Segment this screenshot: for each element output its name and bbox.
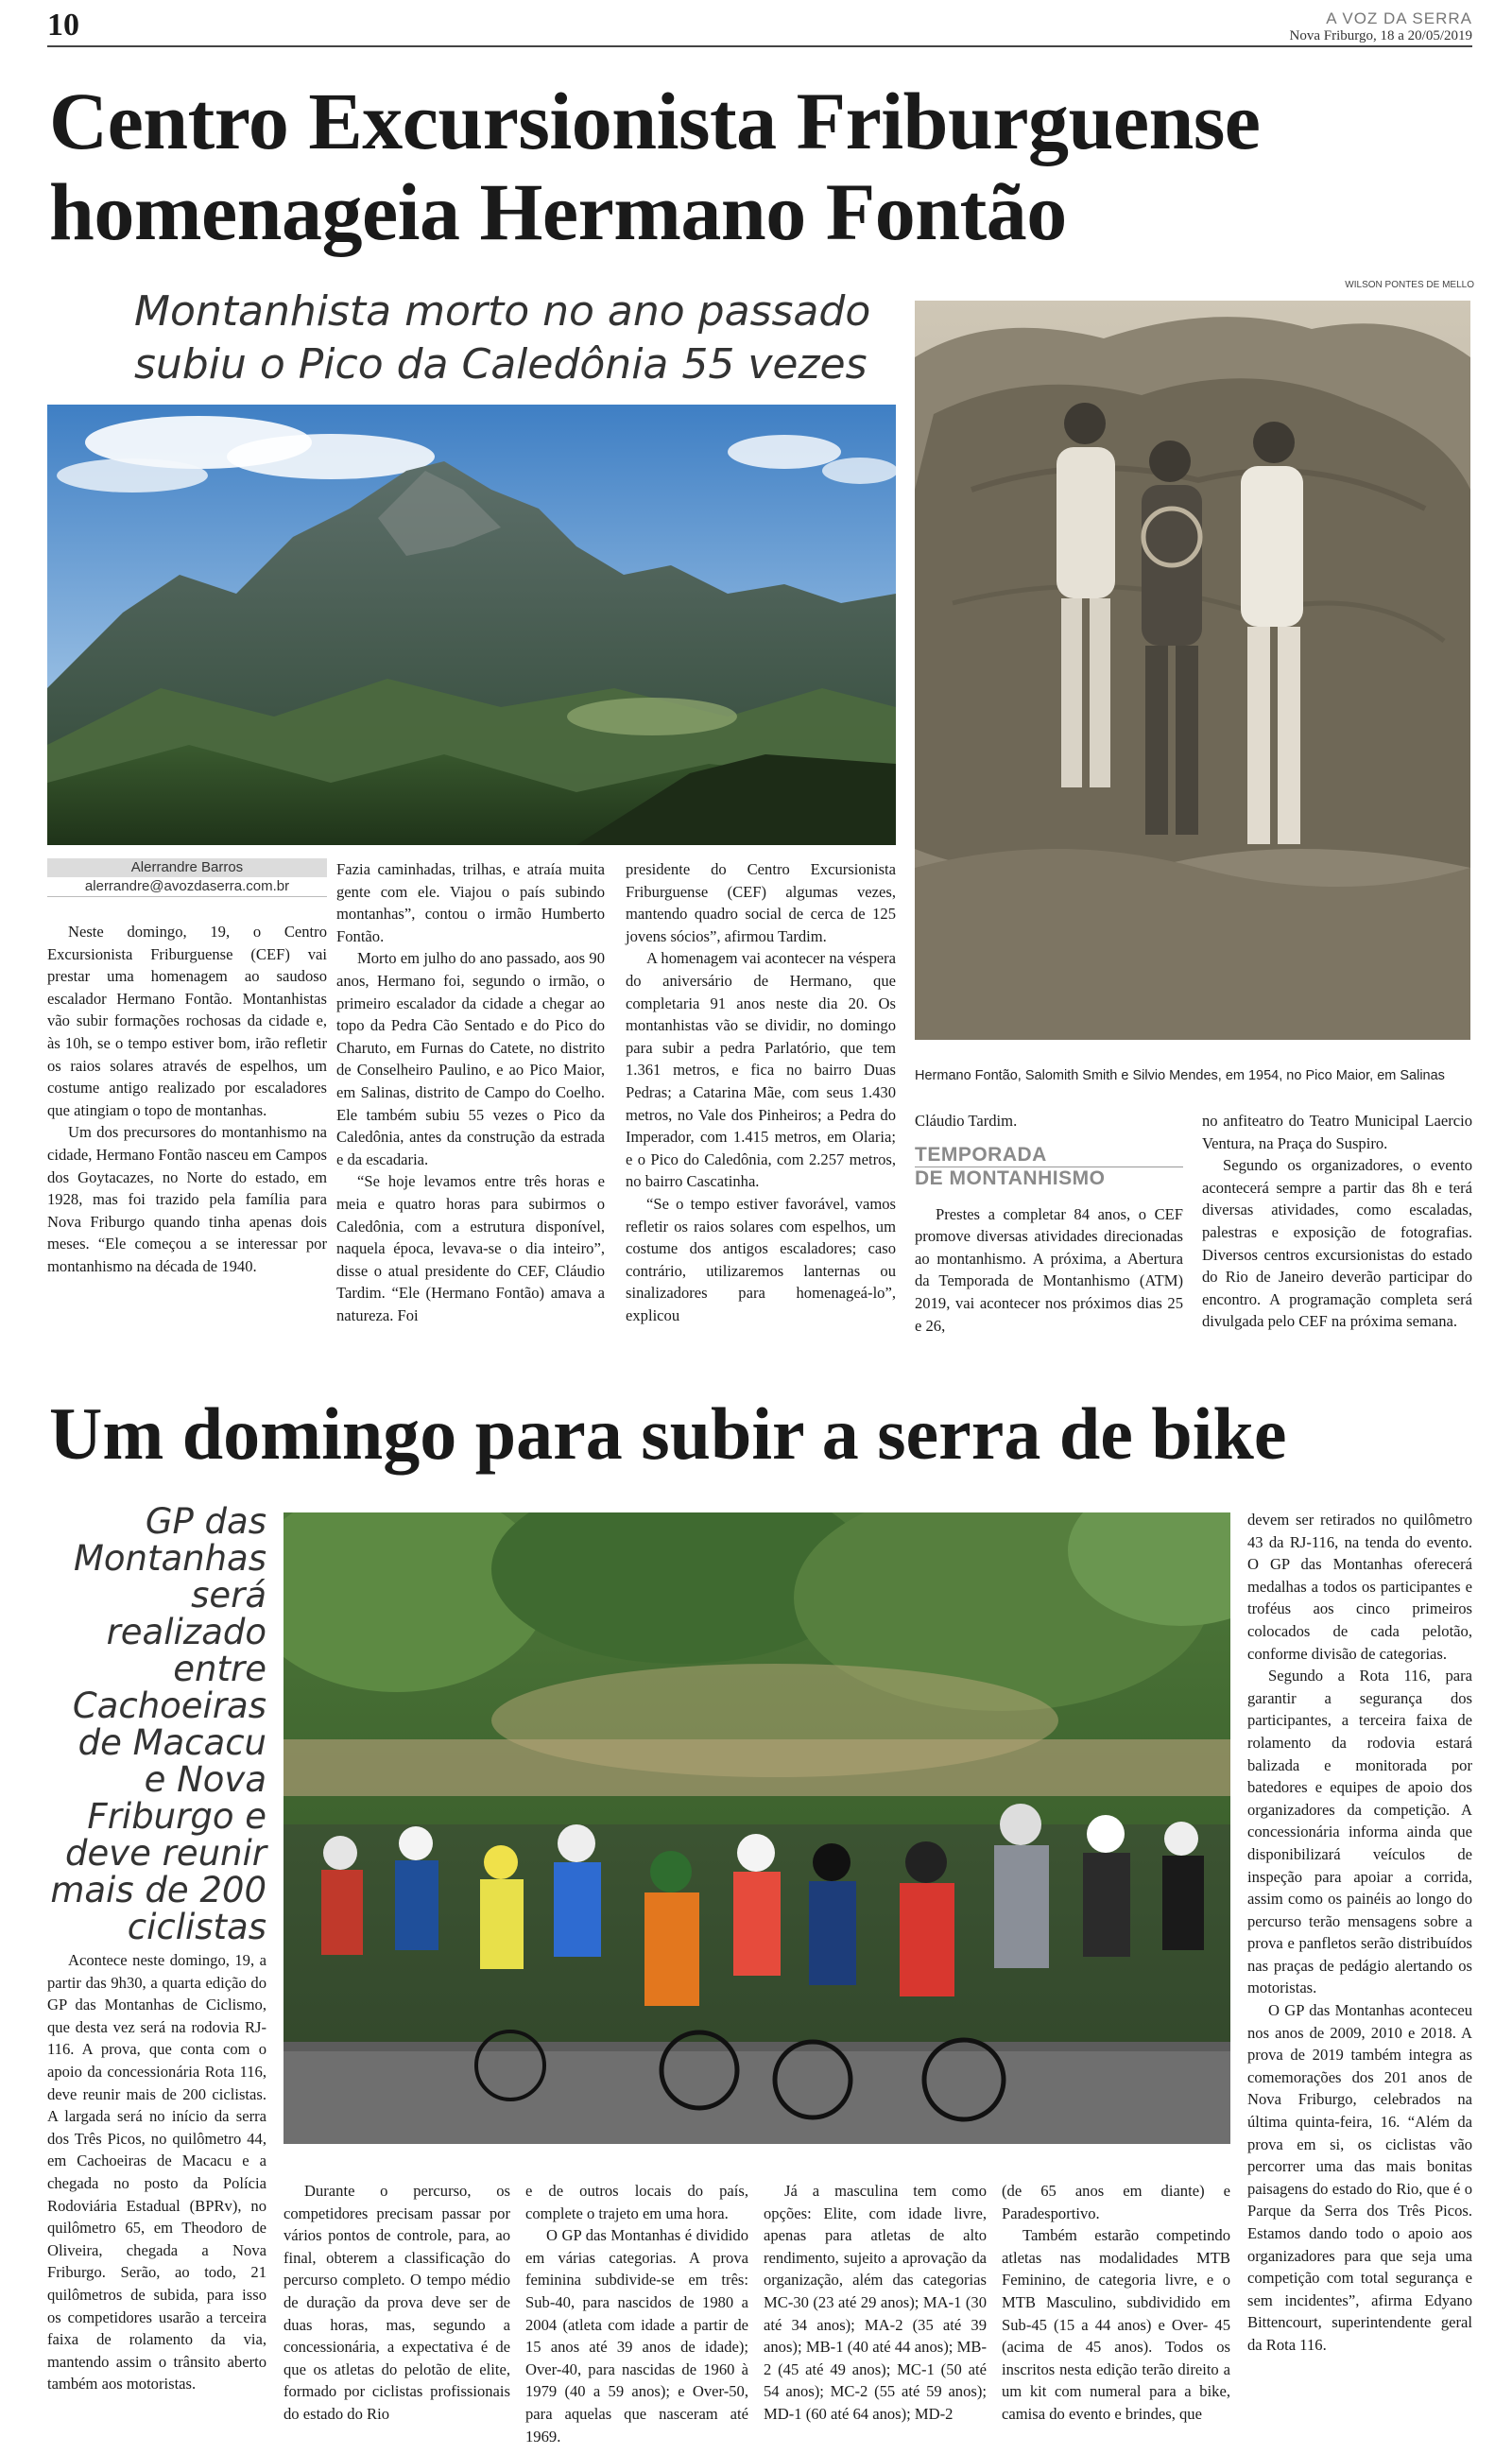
headline-line: Centro Excursionista Friburguense xyxy=(49,76,1261,166)
article2-column-2 xyxy=(284,2180,510,2426)
paragraph: “Se o tempo estiver favorável, vamos refletir os raios solares com espelhos, um costume dos antigos escaladores; caso contrário, utilizaremos lanternas ou sinalizadores para homenageá-lo”, explicou xyxy=(626,1194,896,1324)
article2-column-left xyxy=(47,1949,266,2395)
article2-column-4 xyxy=(764,2180,987,2426)
vintage-climbers-image xyxy=(915,301,1470,1040)
article2-column-5 xyxy=(1002,2180,1230,2426)
paragraph: A homenagem vai acontecer na véspera do aniversário de Hermano, que completaria 91 anos neste dia 20. Os montanhistas vão se dividir, no domingo para subir a pedra Parlatório, que tem 1.361 metros, e fica no bairro Duas Pedras; a Catarina Mãe, com seus 1.430 metros, no Vale dos Pinheiros; a Pedra do Imperador, com 1.415 metros, em Olaria; e o Pico do Caledônia, com 2.257 metros, no bairro Cascatinha. xyxy=(626,949,896,1191)
article2-headline: Um domingo para subir a serra de bike xyxy=(49,1392,1287,1475)
page-number: 10 xyxy=(47,8,79,43)
paragraph: Também estarão competindo atletas nas modalidades MTB Feminino, de categoria livre, e o MTB Masculino, subdividido em Sub-45 (15 a 44 anos) e Over- 45 (acima de 45 anos). Todos os inscritos nesta edição terão direito a um kit com numeral para a bike, camisa do evento e brindes, que xyxy=(1002,2226,1230,2423)
article1-column-4 xyxy=(915,1110,1183,1337)
cyclists-race-photo xyxy=(284,1512,1230,2144)
paragraph: Já a masculina tem como opções: Elite, com idade livre, apenas para atletas de alto rendimento, sujeito a aprovação da organização, além das categorias MC-30 (23 até 29 anos); MA-1 (30 até 34 anos); MA-2 (35 até 39 anos); MB-1 (40 até 44 anos); MB-2 (45 até 49 anos); MC-1 (50 até 54 anos); MC-2 (55 até 59 anos); MD-1 (60 até 64 anos); MD-2 xyxy=(764,2182,987,2423)
article1-column-5 xyxy=(1202,1110,1472,1333)
author-name: Alerrandre Barros xyxy=(47,858,327,877)
paragraph: Segundo os organizadores, o evento acontecerá sempre a partir das 8h e terá diversas atividades, como escaladas, palestras e exposição de fotografias. Diversos centros excursionistas do estado do Rio de Janeiro deverão participar do encontro. A programação completa será divulgada pelo CEF na próxima semana. xyxy=(1202,1156,1472,1331)
article1-headline xyxy=(49,76,1467,257)
paragraph: Um dos precursores do montanhismo na cidade, Hermano Fontão nasceu em Campos dos Goytacazes, no Norte do estado, em 1928, mas foi trazido pela família para Nova Friburgo quando tinha apenas dois meses. “Ele começou a se interessar por montanhismo na década de 1940. xyxy=(47,1123,327,1275)
article2-column-3 xyxy=(525,2180,748,2447)
photo-credit: WILSON PONTES DE MELLO xyxy=(1345,280,1474,290)
cyclists-race-image xyxy=(284,1512,1230,2144)
mountain-landscape-photo xyxy=(47,405,896,845)
article1-column-3 xyxy=(626,858,896,1326)
vintage-climbers-photo xyxy=(915,301,1470,1040)
paragraph: e de outros locais do país, complete o trajeto em uma hora. xyxy=(525,2182,748,2222)
author-email: alerrandre@avozdaserra.com.br xyxy=(47,877,327,897)
paragraph: Neste domingo, 19, o Centro Excursionista Friburguense (CEF) vai prestar uma homenagem ao saudoso escalador Hermano Fontão. Montanhistas vão subir formações rochosas da cidade e, às 10h, se o tempo estiver bom, irão refletir os raios solares através de espelhos, um costume antigo realizado por escaladores que atingiam o topo de montanhas. xyxy=(47,923,327,1119)
byline xyxy=(47,858,327,897)
paragraph: O GP das Montanhas é dividido em várias categorias. A prova feminina subdivide-se em três: Sub-40, para nascidos de 1980 a 2004 (atleta com idade a partir de 15 anos até 39 anos de idade); Over-40, para nascidas de 1960 à 1979 (40 a 59 anos); e Over-50, para aquelas que nasceram até 1969. xyxy=(525,2226,748,2445)
paragraph: (de 65 anos em diante) e Paradesportivo. xyxy=(1002,2182,1230,2222)
paragraph: Cláudio Tardim. xyxy=(915,1112,1018,1130)
subhead-line: subiu o Pico da Caledônia 55 vezes xyxy=(134,340,868,389)
mountain-landscape-image xyxy=(47,405,896,845)
section-title xyxy=(915,1144,1183,1190)
section-title-line: DE MONTANHISMO xyxy=(915,1167,1183,1190)
paragraph: Fazia caminhadas, trilhas, e atraía muita gente com ele. Viajou o país subindo montanhas”, contou o irmão Humberto Fontão. xyxy=(336,860,605,945)
header-rule xyxy=(47,45,1472,47)
issue-date: Nova Friburgo, 18 a 20/05/2019 xyxy=(1289,28,1472,43)
article2-subhead: GP das Montanhas será realizado entre Cachoeiras de Macacu e Nova Friburgo e deve reunir mais de 200 ciclistas xyxy=(50,1501,266,1947)
headline-line: homenageia Hermano Fontão xyxy=(49,166,1067,257)
paragraph: presidente do Centro Excursionista Friburguense (CEF) algumas vezes, mantendo quadro social de cerca de 125 jovens sócios”, afirmou Tardim. xyxy=(626,860,896,945)
newspaper-name: A VOZ DA SERRA xyxy=(1326,9,1472,27)
paragraph: Prestes a completar 84 anos, o CEF promove diversas atividades direcionadas ao montanhismo. A próxima, a Abertura da Temporada de Montanhismo (ATM) 2019, vai acontecer nos próximos dias 25 e 26, xyxy=(915,1204,1183,1335)
subhead-line: Montanhista morto no ano passado xyxy=(134,287,871,336)
article1-column-1 xyxy=(47,921,327,1278)
paragraph: O GP das Montanhas aconteceu nos anos de 2009, 2010 e 2018. A prova de 2019 também integra as comemorações dos 201 anos de Nova Friburgo, celebrados na última quinta-feira, 16. “Além da prova em si, os ciclistas vão percorrer uma das mais bonitas paisagens do estado do Rio, que é o Parque da Serra dos Três Picos. Estamos dando todo o apoio aos organizadores para que seja uma competição com total segurança e sem incidentes”, afirma Edyano Bittencourt, superintendente geral da Rota 116. xyxy=(1247,2001,1472,2354)
paragraph: Morto em julho do ano passado, aos 90 anos, Hermano foi, segundo o irmão, o primeiro escalador da cidade a chegar ao topo da Pedra Cão Sentado e do Pico do Charuto, em Furnas do Catete, no distrito de Conselheiro Paulino, e ao Pico Maior, em Salinas, distrito de Campo do Coelho. Ele também subiu 55 vezes o Pico da Caledônia, antes da construção da estrada e da escadaria. xyxy=(336,949,605,1168)
paragraph: no anfiteatro do Teatro Municipal Laercio Ventura, na Praça do Suspiro. xyxy=(1202,1112,1472,1152)
paragraph: devem ser retirados no quilômetro 43 da RJ-116, na tenda do evento. O GP das Montanhas oferecerá medalhas a todos os participantes e troféus aos cinco primeiros colocados de cada pelotão, conforme divisão de categorias. xyxy=(1247,1511,1472,1663)
paragraph: “Se hoje levamos entre três horas e meia e quatro horas para subirmos o Caledônia, com a estrutura disponível, naquela época, levava-se o dia inteiro”, disse o atual presidente do CEF, Cláudio Tardim. “Ele (Hermano Fontão) amava a natureza. Foi xyxy=(336,1172,605,1324)
paragraph: Segundo a Rota 116, para garantir a segurança dos participantes, a terceira faixa de rolamento da rodovia estará balizada e monitorada por batedores e equipes de apoio dos organizadores da competição. A concessionária informa ainda que disponibilizará veículos de inspeção para apoiar a corrida, assim como os painéis ao longo do percurso terão mensagens sobre a prova e panfletos serão distribuídos nas praças de pedágio alertando os motoristas. xyxy=(1247,1667,1472,1997)
section-title-line: TEMPORADA xyxy=(915,1143,1047,1166)
article2-column-right xyxy=(1247,1509,1472,2357)
article1-column-2 xyxy=(336,858,605,1326)
photo-caption: Hermano Fontão, Salomith Smith e Silvio Mendes, em 1954, no Pico Maior, em Salinas xyxy=(915,1068,1445,1083)
paragraph: Acontece neste domingo, 19, a partir das 9h30, a quarta edição do GP das Montanhas de Ciclismo, que desta vez será na rodovia RJ-116. A prova, que conta com o apoio da concessionária Rota 116, deve reunir mais de 200 ciclistas. A largada será no início da serra dos Três Picos, no quilômetro 44, em Cachoeiras de Macacu e a chegada no posto da Polícia Rodoviária Estadual (BPRv), no quilômetro 65, em Theodoro de Oliveira, chegada a Nova Friburgo. Serão, ao todo, 21 quilômetros de subida, para isso os competidores usarão a terceira faixa de rolamento da via, mantendo assim o trânsito aberto também aos motoristas. xyxy=(47,1951,266,2394)
masthead xyxy=(1290,9,1472,44)
paragraph: Durante o percurso, os competidores precisam passar por vários pontos de controle, para, ao final, obterem a classificação do percurso completo. O tempo médio de duração da prova deve ser de duas horas, mas, segundo a concessionária, a expectativa é de que os atletas do pelotão de elite, formado por ciclistas profissionais do estado do Rio xyxy=(284,2182,510,2423)
article1-subhead xyxy=(134,285,890,391)
